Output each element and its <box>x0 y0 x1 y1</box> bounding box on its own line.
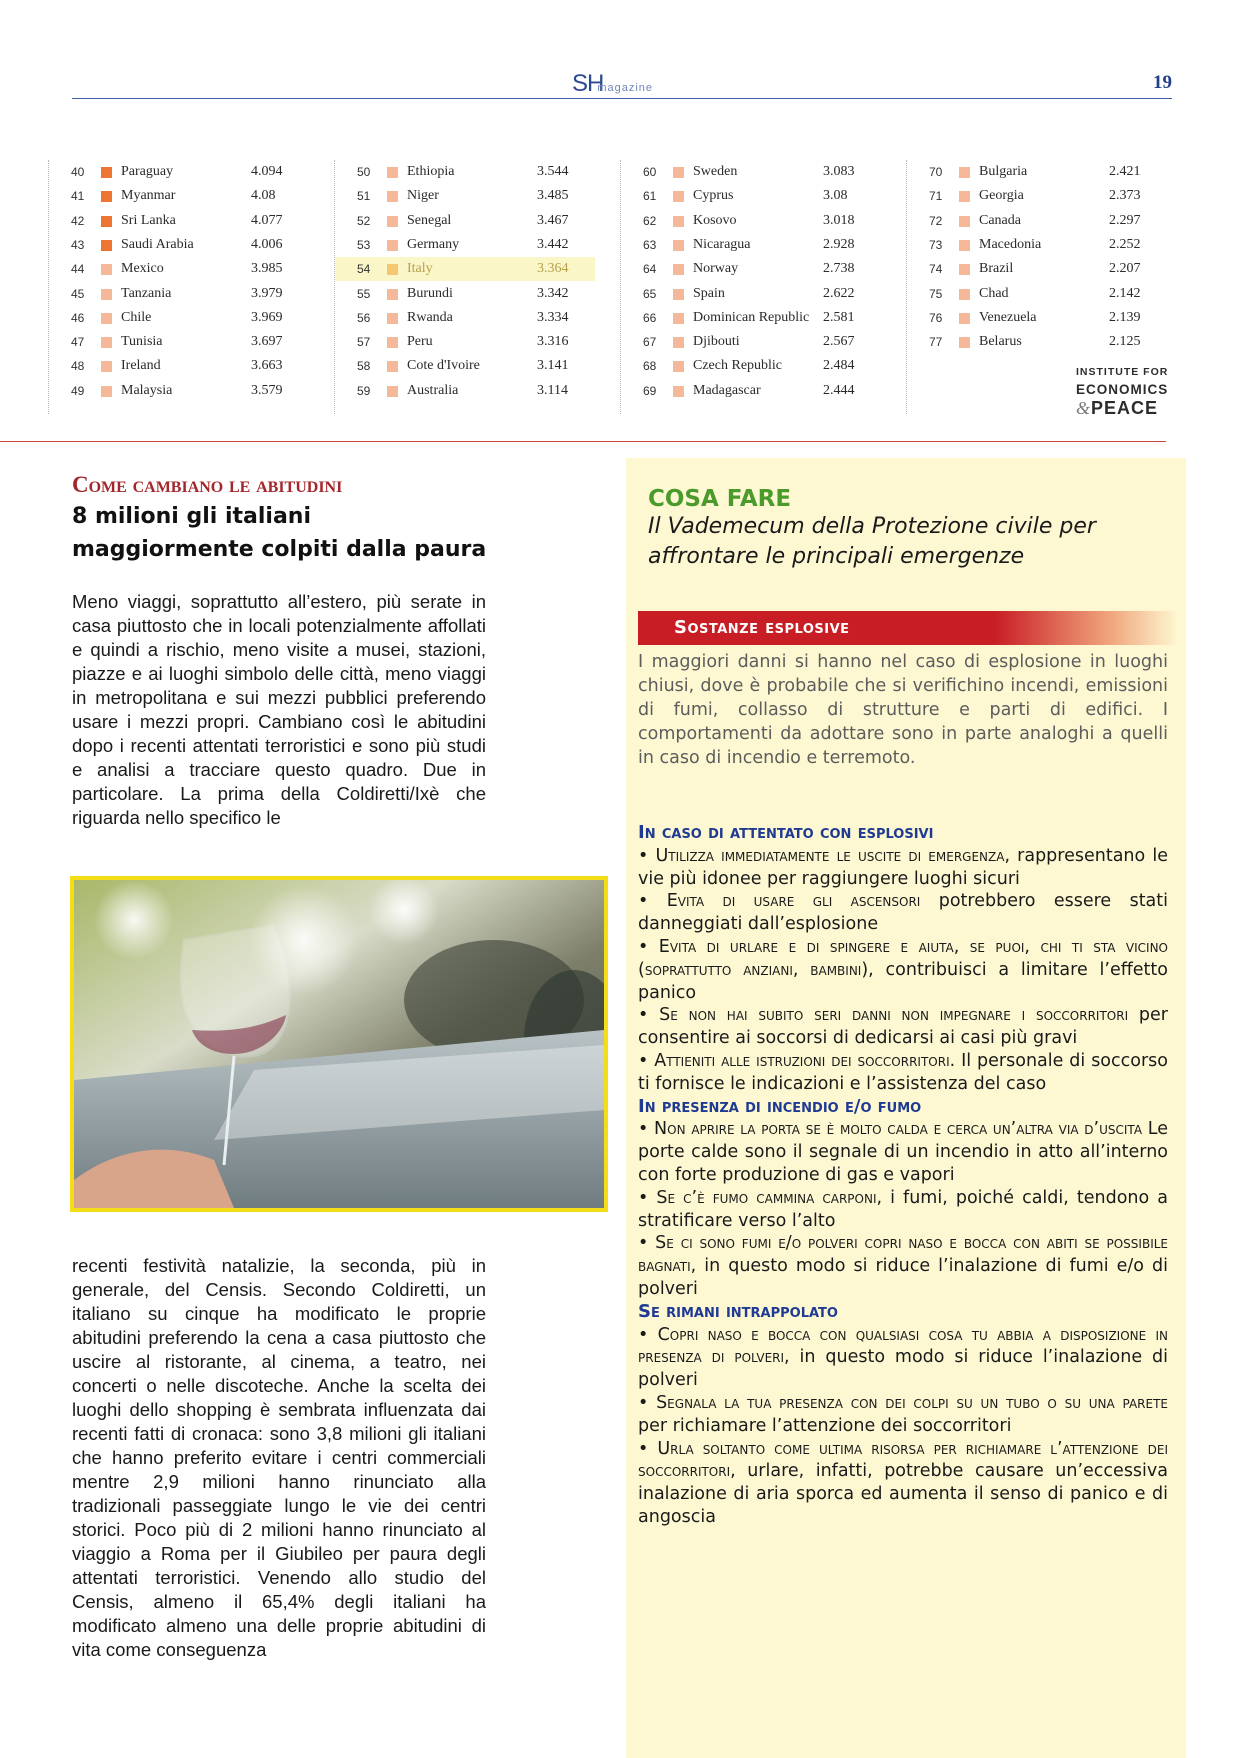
peace-score: 3.08 <box>823 188 848 204</box>
rank-number: 71 <box>929 189 943 204</box>
peace-score: 4.077 <box>251 212 283 228</box>
rank-number: 46 <box>71 310 85 325</box>
rank-number: 57 <box>357 335 371 350</box>
instruction-item <box>638 936 1168 1004</box>
country-name: Malaysia <box>121 382 173 398</box>
rank-color-square <box>673 240 684 251</box>
logo-subtext: magazine <box>597 82 654 94</box>
box-title: COSA FARE <box>648 486 792 512</box>
ranking-row <box>335 306 595 330</box>
instruction-lead: • Urla soltanto come ultima risorsa per richiamare l’attenzione dei soccorritori, <box>638 1438 1168 1482</box>
rank-color-square <box>101 191 112 202</box>
ranking-row <box>907 233 1167 257</box>
institute-logo-line3 <box>1076 398 1172 419</box>
peace-score: 2.421 <box>1109 164 1141 179</box>
rank-color-square <box>959 337 970 348</box>
section-band <box>638 611 1178 645</box>
peace-score: 2.567 <box>823 334 855 350</box>
rank-number: 53 <box>357 237 371 252</box>
country-name: Senegal <box>407 212 452 228</box>
rank-number: 58 <box>357 359 371 374</box>
peace-score: 3.141 <box>537 358 569 374</box>
ranking-row <box>49 306 309 330</box>
peace-score: 2.928 <box>823 236 855 252</box>
ranking-row <box>907 282 1167 306</box>
rank-number: 49 <box>71 383 85 398</box>
peace-score: 2.373 <box>1109 188 1141 204</box>
ranking-row <box>335 282 595 306</box>
ranking-column <box>620 160 891 414</box>
peace-score: 3.663 <box>251 358 283 374</box>
logo-text: SH <box>572 70 604 97</box>
country-name: Tanzania <box>121 285 172 301</box>
country-name: Italy <box>407 261 433 277</box>
instruction-detail: contribuisci a limitare l’effetto panico <box>638 959 1168 1003</box>
peace-score: 3.579 <box>251 382 283 398</box>
peace-score: 2.139 <box>1109 309 1141 325</box>
country-name: Czech Republic <box>693 358 783 374</box>
rank-color-square <box>959 264 970 275</box>
institute-logo-line1: INSTITUTE FOR <box>1076 366 1169 378</box>
peace-score: 2.297 <box>1109 212 1141 228</box>
peace-score: 3.544 <box>537 164 569 179</box>
vademecum-box <box>626 458 1186 1758</box>
peace-score: 3.114 <box>537 382 568 398</box>
rank-color-square <box>673 361 684 372</box>
wine-glass-photo <box>70 876 608 1212</box>
rank-color-square <box>101 264 112 275</box>
peace-index-ranking <box>48 160 1178 410</box>
rank-color-square <box>959 191 970 202</box>
rank-color-square <box>673 264 684 275</box>
rank-color-square <box>101 361 112 372</box>
section-band-label: Sostanze esplosive <box>674 617 850 638</box>
country-name: Peru <box>407 334 433 350</box>
country-name: Norway <box>693 261 739 277</box>
ranking-row <box>907 209 1167 233</box>
peace-score: 4.006 <box>251 236 283 252</box>
ranking-row <box>621 379 881 403</box>
country-name: Niger <box>407 188 439 204</box>
rank-color-square <box>673 313 684 324</box>
country-name: Rwanda <box>407 309 453 325</box>
country-name: Dominican Republic <box>693 309 810 325</box>
rank-color-square <box>959 313 970 324</box>
rank-color-square <box>101 240 112 251</box>
peace-score: 3.334 <box>537 309 569 325</box>
ranking-row-highlighted <box>335 257 595 281</box>
institute-logo-line2: ECONOMICS <box>1076 382 1169 397</box>
rank-number: 76 <box>929 310 943 325</box>
country-name: Venezuela <box>979 309 1037 325</box>
instruction-detail: Il personale di soccorso ti fornisce le indicazioni e l’assistenza del caso <box>638 1050 1168 1094</box>
country-name: Spain <box>693 285 725 301</box>
peace-score: 2.207 <box>1109 261 1141 277</box>
rank-number: 55 <box>357 286 371 301</box>
rank-number: 72 <box>929 213 943 228</box>
rank-color-square <box>673 289 684 300</box>
rank-number: 52 <box>357 213 371 228</box>
rank-number: 40 <box>71 165 85 179</box>
instruction-lead: • Se non hai subito seri danni non impegnare i soccorritori <box>638 1005 1129 1026</box>
country-name: Tunisia <box>121 334 163 350</box>
page-header <box>72 68 1172 99</box>
peace-score: 3.985 <box>251 261 283 277</box>
country-name: Sri Lanka <box>121 212 176 228</box>
rank-color-square <box>387 289 398 300</box>
peace-score: 2.142 <box>1109 285 1141 301</box>
instruction-lead: • Utilizza immediatamente le uscite di emergenza, <box>638 845 1011 866</box>
magazine-logo <box>572 70 653 98</box>
article-body-part1: Meno viaggi, soprattutto all’estero, più serate in casa piuttosto che in locali potenzialmente affollati e quindi a rischio, meno visite a musei, stazioni, piazze e ai luoghi simbolo delle città, meno viaggi in metropolitana e sui mezzi pubblici preferendo usare i mezzi propri. Cambiano così le abitudini dopo i recenti attentati terroristici e sono più studi e analisi a tracciare questo quadro. Due in particolare. La prima della Coldiretti/Ixè che riguarda nello specifico le <box>72 591 486 828</box>
rank-number: 59 <box>357 383 371 398</box>
country-name: Chile <box>121 309 152 325</box>
rank-color-square <box>387 240 398 251</box>
ranking-row <box>49 233 309 257</box>
rank-number: 77 <box>929 335 943 350</box>
country-name: Djibouti <box>693 334 740 350</box>
rank-number: 45 <box>71 286 85 301</box>
country-name: Belarus <box>979 334 1022 350</box>
ranking-row <box>49 354 309 378</box>
country-name: Saudi Arabia <box>121 236 194 252</box>
article-body-part2: recenti festività natalizie, la seconda, più in generale, del Censis. Secondo Coldiretti, un italiano su cinque ha modificato le proprie abitudini preferendo la cena a casa piuttosto che uscire al ristorante, al cinema, a teatro, nei concerti o nelle discoteche. Anche la scelta dei luoghi dello shopping è sembrata influenzata dai recenti fatti di cronaca: sono 3,8 milioni gli italiani che hanno preferito evitare i centri commerciali mentre 2,9 milioni hanno rinunciato alla tradizionali passeggiate lungo le vie dei centri storici. Poco più di 2 milioni hanno rinunciato al viaggio a Roma per il Giubileo per paura degli attentati terroristici. Venendo allo studio del Censis, almeno il 65,4% degli italiani ha modificato almeno una delle proprie abitudini di vita come conseguenza <box>72 1255 486 1660</box>
ranking-row <box>335 233 595 257</box>
instruction-detail: rappresentano le vie più idonee per raggiungere luoghi sicuri <box>638 845 1168 889</box>
peace-score: 3.697 <box>251 334 283 350</box>
article-title: 8 milioni gli italiani maggiormente colpiti dalla paura <box>72 504 487 562</box>
country-name: Canada <box>979 212 1021 228</box>
instruction-item <box>638 845 1168 891</box>
rank-number: 74 <box>929 262 943 277</box>
peace-score: 3.364 <box>537 261 569 277</box>
peace-score: 2.738 <box>823 261 855 277</box>
rank-color-square <box>101 386 112 397</box>
rank-number: 47 <box>71 335 85 350</box>
rank-number: 66 <box>643 310 657 325</box>
peace-score: 2.581 <box>823 309 855 325</box>
rank-number: 70 <box>929 165 943 179</box>
rank-color-square <box>959 216 970 227</box>
rank-color-square <box>387 216 398 227</box>
country-name: Nicaragua <box>693 236 751 252</box>
rank-number: 69 <box>643 383 657 398</box>
box-subtitle: Il Vademecum della Protezione civile per affrontare le principali emergenze <box>648 514 1096 569</box>
peace-score: 2.622 <box>823 285 855 301</box>
rank-color-square <box>101 313 112 324</box>
ampersand: & <box>1076 398 1092 418</box>
country-name: Cyprus <box>693 188 734 204</box>
instruction-detail: in questo modo si riduce l’inalazione di polveri <box>638 1347 1168 1391</box>
ranking-row <box>49 257 309 281</box>
rank-number: 75 <box>929 286 943 301</box>
instruction-detail: per richiamare l’attenzione dei soccorritori <box>638 1415 1012 1436</box>
rank-number: 73 <box>929 237 943 252</box>
rank-color-square <box>673 191 684 202</box>
rank-number: 63 <box>643 237 657 252</box>
country-name: Paraguay <box>121 164 174 179</box>
rank-color-square <box>673 167 684 178</box>
rank-color-square <box>101 289 112 300</box>
ranking-row <box>621 160 881 184</box>
peace-score: 3.979 <box>251 285 283 301</box>
peace-score: 3.485 <box>537 188 569 204</box>
instruction-item <box>638 890 1168 936</box>
instruction-lead: • Evita di urlare e di spingere e aiuta, se puoi, chi ti sta vicino (soprattutto anziani, bambini), <box>638 936 1168 980</box>
instruction-heading: Se rimani intrappolato <box>638 1300 838 1322</box>
instruction-item <box>638 1187 1168 1233</box>
rank-color-square <box>959 167 970 178</box>
rank-color-square <box>673 386 684 397</box>
rank-number: 56 <box>357 310 371 325</box>
instruction-lead: • Se c’è fumo cammina carponi, <box>638 1187 883 1208</box>
ranking-row <box>49 282 309 306</box>
instruction-item <box>638 1438 1168 1529</box>
ranking-row <box>621 257 881 281</box>
instruction-lead: • Non aprire la porta se è molto calda e cerca un’altra via d’uscita <box>638 1119 1143 1140</box>
peace-score: 3.467 <box>537 212 569 228</box>
rank-number: 43 <box>71 237 85 252</box>
instruction-lead: • Segnala la tua presenza con dei colpi su un tubo o su una parete <box>638 1392 1168 1413</box>
peace-score: 3.316 <box>537 334 569 350</box>
rank-number: 50 <box>357 165 371 179</box>
instruction-detail: Le porte calde sono il segnale di un incendio in atto all’interno con forte produzione di gas e vapori <box>638 1119 1168 1185</box>
article-kicker: Come cambiano le abitudini <box>72 472 343 497</box>
country-name: Myanmar <box>121 188 176 204</box>
peace-score: 2.444 <box>823 382 855 398</box>
country-name: Madagascar <box>693 382 761 398</box>
ranking-row <box>621 282 881 306</box>
rank-color-square <box>959 289 970 300</box>
ranking-row <box>49 160 309 184</box>
rank-color-square <box>387 386 398 397</box>
peace-score: 3.018 <box>823 212 855 228</box>
section-divider <box>0 441 1166 442</box>
rank-color-square <box>101 337 112 348</box>
ranking-row <box>49 330 309 354</box>
ranking-row <box>49 209 309 233</box>
ranking-row <box>907 257 1167 281</box>
country-name: Ireland <box>121 358 161 374</box>
wine-glass-illustration <box>74 880 604 1208</box>
instruction-detail: potrebbero essere stati danneggiati dall’esplosione <box>638 891 1168 935</box>
rank-number: 48 <box>71 359 85 374</box>
ranking-row <box>49 184 309 208</box>
rank-number: 64 <box>643 262 657 277</box>
rank-number: 44 <box>71 262 85 277</box>
peace-score: 2.484 <box>823 358 855 374</box>
country-name: Germany <box>407 236 460 252</box>
instruction-item <box>638 1324 1168 1392</box>
ranking-row <box>335 184 595 208</box>
peace-score: 3.969 <box>251 309 283 325</box>
ranking-row <box>907 306 1167 330</box>
instruction-item <box>638 1118 1168 1186</box>
rank-color-square <box>387 337 398 348</box>
ranking-column <box>334 160 605 414</box>
instruction-lead: • Evita di usare gli ascensori <box>638 891 921 912</box>
ranking-column <box>48 160 319 414</box>
instruction-item <box>638 1050 1168 1096</box>
peace-score: 3.083 <box>823 164 855 179</box>
country-name: Burundi <box>407 285 453 301</box>
rank-number: 61 <box>643 189 657 204</box>
country-name: Macedonia <box>979 236 1042 252</box>
rank-color-square <box>673 337 684 348</box>
ranking-row <box>335 330 595 354</box>
rank-number: 67 <box>643 335 657 350</box>
peace-score: 4.08 <box>251 188 276 204</box>
country-name: Mexico <box>121 261 164 277</box>
emergency-instructions <box>638 822 1168 1529</box>
country-name: Australia <box>407 382 459 398</box>
ranking-row <box>335 160 595 184</box>
ranking-row <box>335 379 595 403</box>
rank-color-square <box>959 240 970 251</box>
ranking-row <box>621 184 881 208</box>
rank-color-square <box>101 216 112 227</box>
country-name: Cote d'Ivoire <box>407 358 480 374</box>
instruction-lead: • Se ci sono fumi e/o polveri copri naso e bocca con abiti se possibile bagnati, <box>638 1233 1168 1277</box>
peace-score: 2.252 <box>1109 236 1141 252</box>
country-name: Georgia <box>979 188 1024 204</box>
rank-number: 68 <box>643 359 657 374</box>
ranking-row <box>621 306 881 330</box>
peace-score: 3.342 <box>537 285 569 301</box>
rank-color-square <box>387 264 398 275</box>
rank-number: 54 <box>357 262 371 277</box>
ranking-row <box>907 184 1167 208</box>
rank-number: 65 <box>643 286 657 301</box>
instruction-detail: per consentire ai soccorsi di dedicarsi ai casi più gravi <box>638 1005 1168 1049</box>
rank-number: 60 <box>643 165 657 179</box>
country-name: Bulgaria <box>979 164 1028 179</box>
rank-color-square <box>387 361 398 372</box>
instruction-detail: in questo modo si riduce l’inalazione di fumi e/o di polveri <box>638 1256 1168 1299</box>
rank-number: 41 <box>71 189 85 204</box>
country-name: Ethiopia <box>407 164 455 179</box>
rank-number: 51 <box>357 189 371 204</box>
ranking-row <box>621 330 881 354</box>
instruction-detail: i fumi, poiché caldi, tendono a stratificare verso l’alto <box>638 1187 1168 1231</box>
country-name: Kosovo <box>693 212 737 228</box>
rank-color-square <box>673 216 684 227</box>
country-name: Sweden <box>693 164 738 179</box>
instruction-lead: • Attieniti alle istruzioni dei soccorritori. <box>638 1050 956 1071</box>
instruction-detail: urlare, infatti, potrebbe causare un’eccessiva inalazione di aria sporca ed aumenta il senso di panico e di angoscia <box>638 1461 1168 1527</box>
peace-score: 4.094 <box>251 164 283 179</box>
instruction-heading: In presenza di incendio e/o fumo <box>638 1095 922 1117</box>
rank-number: 62 <box>643 213 657 228</box>
instruction-heading: In caso di attentato con esplosivi <box>638 822 934 843</box>
institute-logo <box>1076 366 1172 419</box>
ranking-row <box>335 354 595 378</box>
country-name: Brazil <box>979 261 1014 277</box>
ranking-row <box>907 160 1167 184</box>
rank-number: 42 <box>71 213 85 228</box>
instruction-lead: • Copri naso e bocca con qualsiasi cosa tu abbia a disposizione in presenza di polveri, <box>638 1324 1168 1368</box>
institute-logo-peace: PEACE <box>1091 398 1159 418</box>
ranking-row <box>907 330 1167 354</box>
peace-score: 2.125 <box>1109 334 1141 350</box>
peace-score: 3.442 <box>537 236 569 252</box>
page-number: 19 <box>1153 72 1172 93</box>
ranking-row <box>621 233 881 257</box>
rank-color-square <box>387 313 398 324</box>
ranking-row <box>621 354 881 378</box>
instruction-item <box>638 1392 1168 1438</box>
ranking-row <box>335 209 595 233</box>
instruction-item <box>638 1232 1168 1300</box>
box-intro: I maggiori danni si hanno nel caso di esplosione in luoghi chiusi, dove è probabile che si verifichino incendi, emissioni di fumi, collasso di strutture e parti di edifici. I comportamenti da adottare sono in parte analoghi a quelli in caso di incendio e terremoto. <box>638 652 1168 768</box>
instruction-item <box>638 1004 1168 1050</box>
rank-color-square <box>387 167 398 178</box>
country-name: Chad <box>979 285 1009 301</box>
rank-color-square <box>101 167 112 178</box>
rank-color-square <box>387 191 398 202</box>
ranking-row <box>621 209 881 233</box>
ranking-row <box>49 379 309 403</box>
